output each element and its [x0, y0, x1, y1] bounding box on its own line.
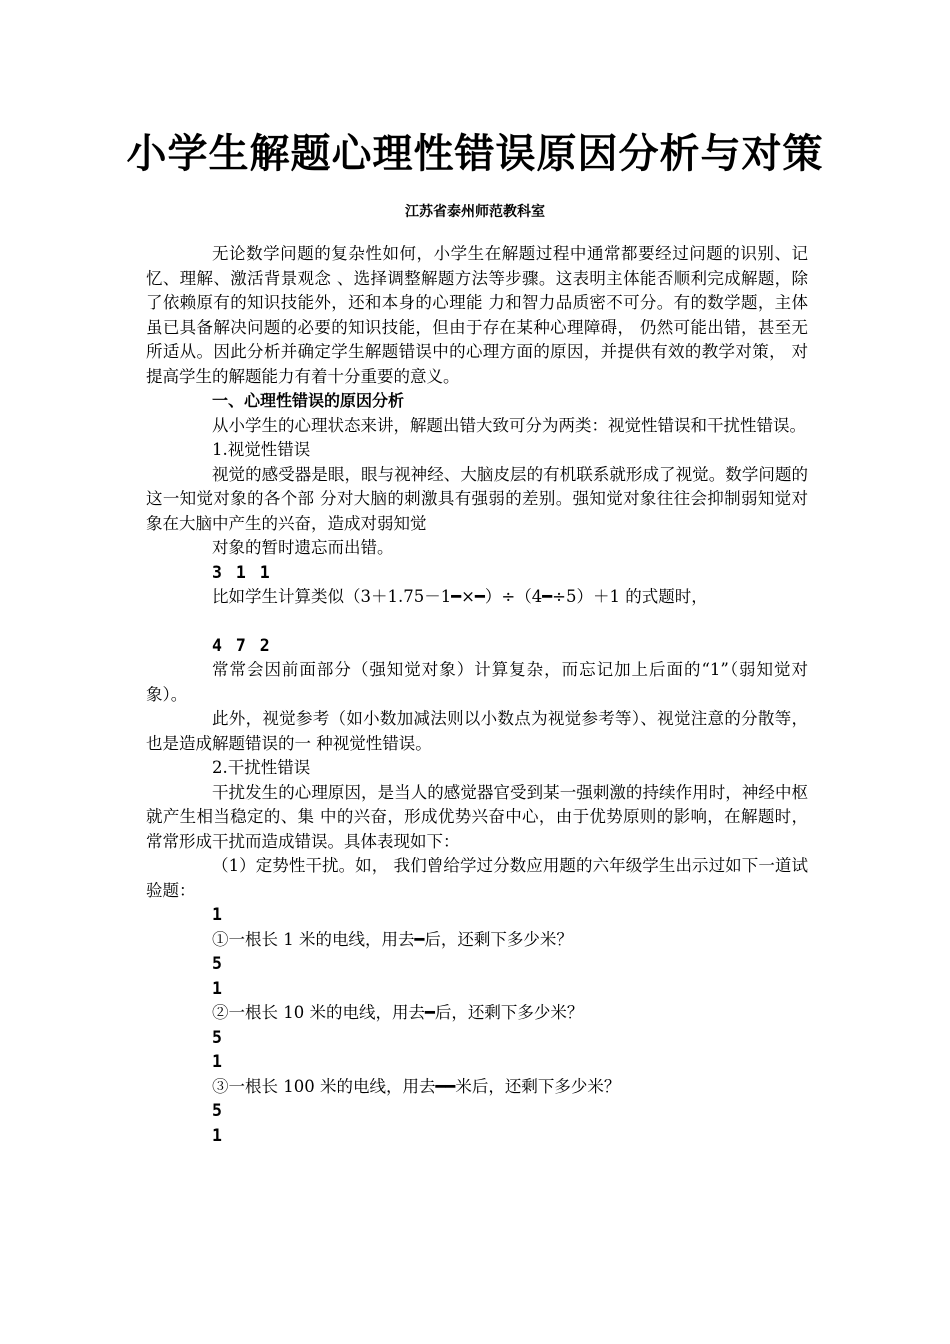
fraction-numerators: 3 1 1	[212, 562, 272, 582]
intro-paragraph: 无论数学问题的复杂性如何，小学生在解题过程中通常都要经过问题的识别、记忆、理解、激活背景观念 、选择调整解题方法等步骤。这表明主体能否顺利完成解题，除了依赖原有的知识技能外，还和本身的心理能 力和智力品质密不可分。有的数学题，主体虽已具备解决问题的必要的知识技能，但由于存在某种心理障碍， 仍然可能出错，甚至无所适从。因此分析并确定学生解题错误中的心理方面的原因，并提供有效的教学对策， 对提高学生的解题能力有着十分重要的意义。	[146, 244, 808, 386]
fraction-numerator: 1	[212, 905, 224, 924]
document-body	[146, 242, 808, 1148]
paragraph: 对象的暂时遗忘而出错。	[212, 538, 394, 557]
fraction-numerator: 1	[212, 978, 224, 998]
fraction-denominator: 5	[212, 954, 224, 973]
paragraph: 视觉的感受器是眼，眼与视神经、大脑皮层的有机联系就形成了视觉。数学问题的这一知觉对象的各个部 分对大脑的刺激具有强弱的差别。强知觉对象往往会抑制弱知觉对象在大脑中产生的兴奋，造成对弱知觉	[146, 464, 808, 533]
fraction-numerator: 1	[212, 1052, 224, 1071]
section-heading: 一、心理性错误的原因分析	[212, 391, 405, 410]
document-title: 小学生解题心理性错误原因分析与对策	[126, 130, 824, 177]
author-affiliation: 江苏省泰州师范教科室	[405, 204, 545, 220]
paragraph: 常常会因前面部分（强知觉对象）计算复杂，而忘记加上后面的“1”（弱知觉对象）。	[146, 660, 808, 704]
question-item: ③一根长 100 米的电线，用去━━米后，还剩下多少米？	[212, 1076, 621, 1096]
paragraph: 干扰发生的心理原因，是当人的感觉器官受到某一强刺激的持续作用时，神经中枢就产生相当稳定的、集 中的兴奋，形成优势兴奋中心，由于优势原则的影响，在解题时，常常形成干扰而造成错误。具体表现如下：	[146, 782, 808, 851]
fraction-denominators: 4 7 2	[212, 635, 272, 655]
paragraph: （1）定势性干扰。如， 我们曾给学过分数应用题的六年级学生出示过如下一道试验题：	[146, 856, 808, 900]
paragraph: 从小学生的心理状态来讲，解题出错大致可分为两类：视觉性错误和干扰性错误。	[212, 415, 806, 435]
fraction-numerator: 1	[212, 1125, 224, 1145]
subsection-heading: 2.干扰性错误	[212, 758, 311, 777]
example-expression: 比如学生计算类似（3＋1.75－1━×━）÷（4━÷5）＋1 的式题时，	[212, 587, 708, 606]
question-item: ②一根长 10 米的电线，用去━后，还剩下多少米？	[212, 1003, 584, 1022]
subsection-heading: 1.视觉性错误	[212, 440, 311, 459]
fraction-denominator: 5	[212, 1101, 224, 1120]
question-item: ①一根长 1 米的电线，用去━后，还剩下多少米？	[212, 929, 573, 949]
fraction-denominator: 5	[212, 1027, 224, 1047]
spacer	[146, 610, 808, 634]
paragraph: 此外，视觉参考（如小数加减法则以小数点为视觉参考等）、视觉注意的分散等，也是造成解题错误的一 种视觉性错误。	[146, 709, 808, 753]
